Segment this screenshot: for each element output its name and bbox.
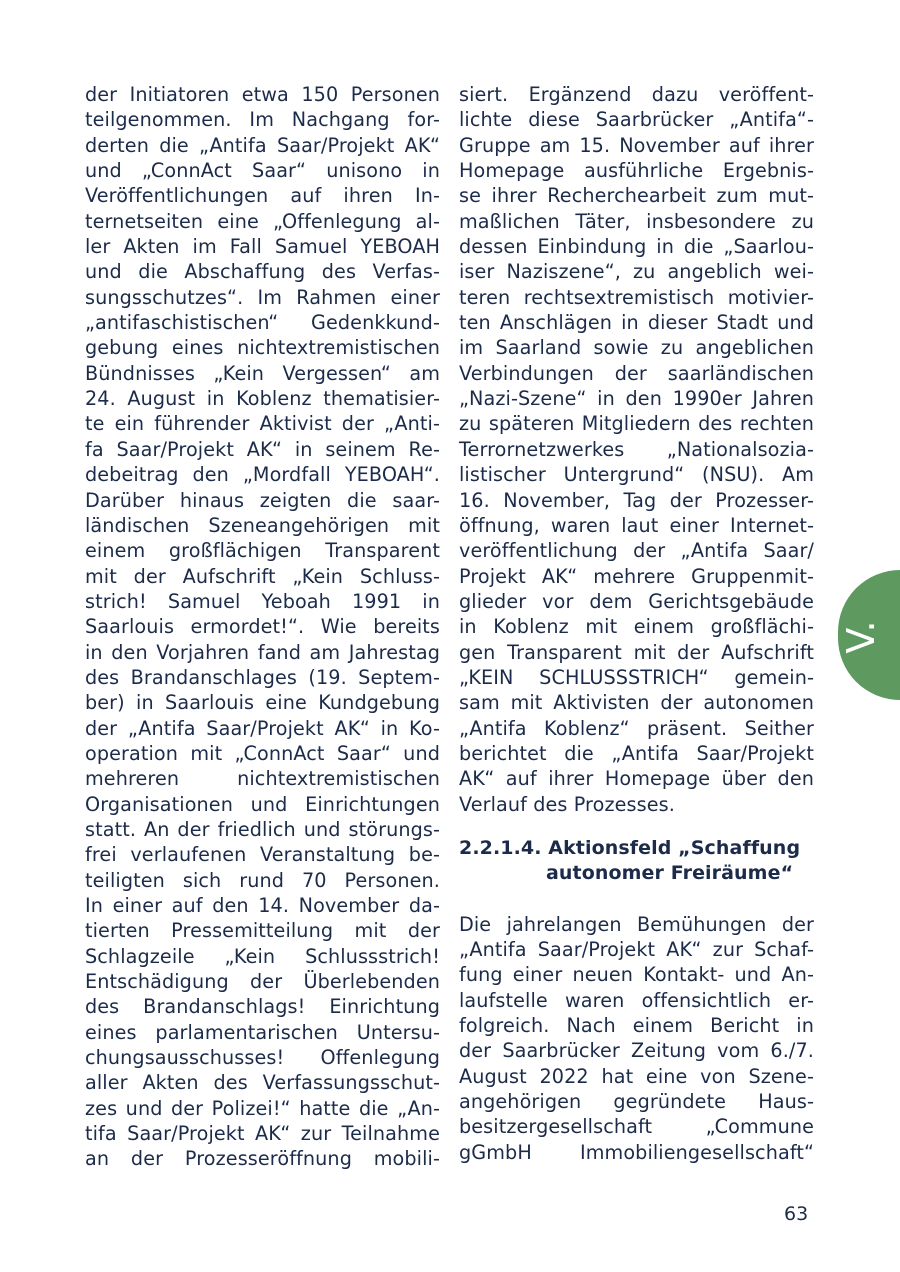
text-line: Gruppe am 15. November auf ihrer [459,133,814,157]
text-line: teilgenommen. Im Nachgang for- [85,108,440,132]
text-line: August 2022 hat eine von Szene- [459,1064,814,1088]
text-line: und die Abschaffung des Verfas- [85,260,440,284]
text-line: „Antifa Koblenz“ präsent. Seither [459,716,814,740]
text-line: ler Akten im Fall Samuel YEBOAH [85,235,440,259]
text-line: und „ConnAct Saar“ unisono in [85,159,440,183]
text-line: veröffentlichung der „Antifa Saar/ [459,539,814,563]
section-heading-line2: autonomer Freiräume“ [546,862,794,885]
paragraph-freiraeume [459,912,814,1165]
text-line: des Brandanschlages (19. Septem- [85,665,440,689]
text-line: teiligten sich rund 70 Personen. [85,868,440,892]
text-line: „Nazi-Szene“ in den 1990er Jahren [459,387,814,411]
text-line: der „Antifa Saar/Projekt AK“ in Ko- [85,716,440,740]
text-line: eines parlamentarischen Untersu- [85,1020,440,1044]
text-line: tierten Pressemitteilung mit der [85,919,440,943]
left-text-column [85,82,440,1172]
text-line: folgreich. Nach einem Bericht in [459,1014,814,1038]
text-line: aller Akten des Verfassungsschut- [85,1071,440,1095]
text-line: ternetseiten eine „Offenlegung al- [85,209,440,233]
left-column-lines [85,82,440,1172]
text-line: Entschädigung der Überlebenden [85,970,440,994]
text-line: „KEIN SCHLUSSSTRICH“ gemein- [459,665,814,689]
paragraph-prozess [459,82,814,817]
text-line: te ein führender Aktivist der „Anti- [85,412,440,436]
text-line: berichtet die „Antifa Saar/Projekt [459,741,814,765]
text-line: In einer auf den 14. November da- [85,894,440,917]
text-line: gebung eines nichtextremistischen [85,336,440,360]
text-line: lichte diese Saarbrücker „Antifa“- [459,108,814,132]
text-line: Verbindungen der saarländischen [459,361,814,385]
text-line: mit der Aufschrift „Kein Schluss- [85,564,440,588]
text-line: „Antifa Saar/Projekt AK“ zur Schaf- [459,938,814,961]
text-line: Die jahrelangen Bemühungen der [459,912,814,936]
text-line: gen Transparent mit der Aufschrift [459,640,814,664]
text-line: chungsausschusses! Offenlegung [85,1046,440,1070]
text-line: Organisationen und Einrichtungen [85,792,440,816]
text-line: des Brandanschlags! Einrichtung [85,995,440,1019]
text-line: sungsschutzes“. Im Rahmen einer [85,285,440,309]
section-heading-2-2-1-4 [459,836,814,887]
text-line: derten die „Antifa Saar/Projekt AK“ [85,133,440,157]
text-line: AK“ auf ihrer Homepage über den [459,767,814,791]
text-line: strich! Samuel Yeboah 1991 in [85,589,440,613]
text-line: maßlichen Täter, insbesondere zu [459,209,814,233]
text-line: Verlauf des Prozesses. [459,792,675,816]
text-line: glieder vor dem Gerichtsgebäude [459,589,814,613]
text-line: listischer Untergrund“ (NSU). Am [459,463,814,487]
text-line: dessen Einbindung in die „Saarlou- [459,235,814,259]
text-line: öffnung, waren laut einer Internet- [459,513,814,537]
text-line: iser Naziszene“, zu angeblich wei- [459,260,814,284]
text-line: Projekt AK“ mehrere Gruppenmit- [459,564,814,588]
text-line: der Saarbrücker Zeitung vom 6./7. [459,1039,814,1063]
text-line: statt. An der friedlich und störungs- [85,817,440,841]
text-line: gGmbH Immobiliengesellschaft“ [459,1140,814,1164]
text-line: teren rechtsextremistisch motivier- [459,285,814,309]
text-line: 16. November, Tag der Prozesser- [459,488,814,512]
text-line: besitzergesellschaft „Commune [459,1115,814,1139]
text-line: operation mit „ConnAct Saar“ und [85,741,440,765]
text-line: Darüber hinaus zeigten die saar- [85,488,440,512]
text-line: ten Anschlägen in dieser Stadt und [459,311,814,335]
text-line: mehreren nichtextremistischen [85,767,440,791]
text-line: Schlagzeile „Kein Schlussstrich! [85,944,440,968]
text-line: fung einer neuen Kontakt- und An- [459,963,814,987]
text-line: der Initiatoren etwa 150 Personen [85,83,440,106]
text-line: siert. Ergänzend dazu veröffent- [459,83,814,106]
text-line: angehörigen gegründete Haus- [459,1090,814,1114]
text-line: ländischen Szeneangehörigen mit [85,513,440,537]
chapter-tab-label: V. [839,620,883,654]
text-line: zu späteren Mitgliedern des rechten [459,412,814,436]
text-line: im Saarland sowie zu angeblichen [459,336,814,360]
text-line: Homepage ausführliche Ergebnis- [459,159,814,183]
text-line: ber) in Saarlouis eine Kundgebung [85,691,440,715]
text-line: in Koblenz mit einem großflächi- [459,615,814,639]
text-line: tifa Saar/Projekt AK“ zur Teilnahme [85,1122,440,1146]
text-line: „antifaschistischen“ Gedenkkund- [85,311,440,335]
text-line: se ihrer Recherchearbeit zum mut- [459,184,814,208]
text-line: einem großflächigen Transparent [85,539,440,563]
text-line: frei verlaufenen Veranstaltung be- [85,843,440,867]
text-line: laufstelle waren offensichtlich er- [459,988,814,1012]
section-heading-line1: 2.2.1.4. Aktionsfeld „Schaffung [459,836,801,859]
text-line: zes und der Polizei!“ hatte die „An- [85,1096,440,1120]
text-line: in den Vorjahren fand am Jahrestag [85,640,440,664]
page-number: 63 [784,1203,809,1225]
text-line: debeitrag den „Mordfall YEBOAH“. [85,463,440,487]
right-text-column [459,82,814,1165]
text-line: Saarlouis ermordet!“. Wie bereits [85,615,440,639]
text-line: sam mit Aktivisten der autonomen [459,691,814,715]
text-line: Bündnisses „Kein Vergessen“ am [85,361,440,385]
text-line: Terrornetzwerkes „Nationalsozia- [459,437,814,461]
text-line: an der Prozesseröffnung mobili- [85,1147,440,1171]
text-line: 24. August in Koblenz thematisier- [85,387,440,411]
text-line: fa Saar/Projekt AK“ in seinem Re- [85,437,440,461]
text-line: Veröffentlichungen auf ihren In- [85,184,440,208]
